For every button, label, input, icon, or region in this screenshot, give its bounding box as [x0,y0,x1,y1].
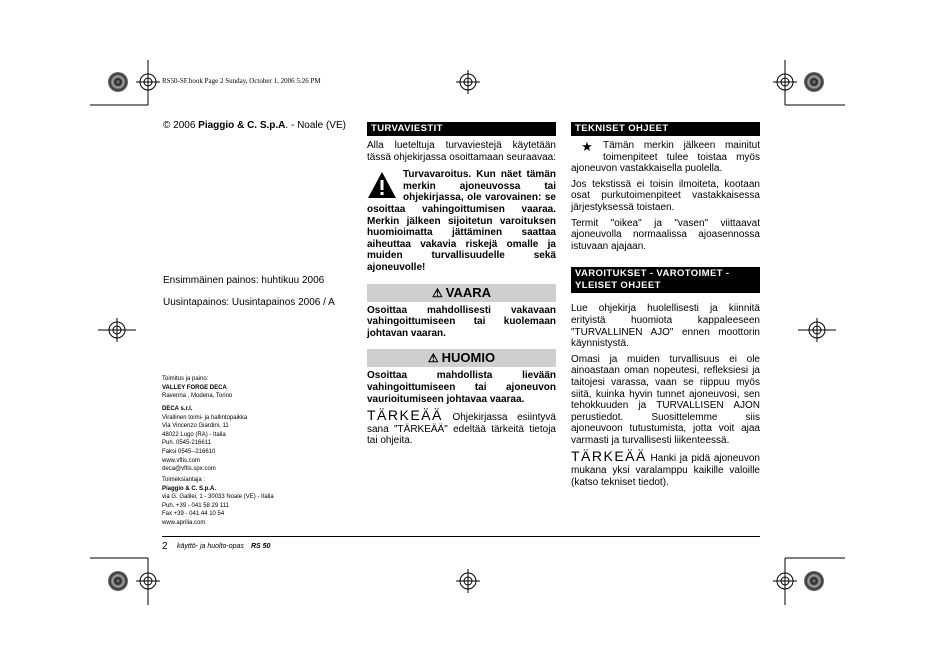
vaara-label: VAARA [445,284,492,300]
vaara-heading [367,284,556,302]
copyright-prefix: © 2006 [163,120,199,131]
target-dial-icon [108,571,128,591]
page-number: 2 [162,541,168,552]
copyright-company: Piaggio & C. S.p.A [198,120,286,131]
supplier-line: Fax +39 - 041 44 10 54 [162,511,225,518]
warning-small-icon: ⚠ [431,285,443,300]
target-dial-icon [108,72,128,92]
deca-line: www.vftis.com [162,457,201,464]
supplier-line: Toimeksiantaja : [162,477,206,483]
crosshair-icon [456,569,480,593]
tarkeaa-text: Ohjekirjassa esiintyvä sana "TÄRKEÄÄ" edeltää tärkeitä tietoja tai ohjeita. [367,412,556,447]
warning-triangle-icon [367,171,397,199]
safety-column [367,122,556,447]
first-edition: Ensimmäinen painos: huhtikuu 2006 [163,275,325,286]
deca-line: Via Vincenzo Giardini, 11 [162,423,229,430]
huomio-heading [367,349,556,367]
huomio-text: Osoittaa mahdollista lievään vahingoittumiseen tai ajoneuvon vaurioitumiseen johtavaa vaaraa. [367,370,556,405]
section-heading-tekniset-ohjeet: TEKNISET OHJEET [571,122,760,136]
heading-line: YLEISET OHJEET [575,280,661,292]
star-icon: ★ [581,139,593,154]
tarkeaa-label: TÄRKEÄÄ [571,448,647,465]
supplier-line: Piaggio & C. S.p.A. [162,485,217,492]
section-heading-varoitukset [571,267,760,293]
safety-warning-block [367,169,556,273]
deca-block [162,405,247,474]
imprint-line: Toimitus ja paino: [162,376,209,382]
supplier-line: www.aprilia.com [162,519,206,526]
deca-line: Virallinen toimi- ja hallintopaikka [162,414,248,421]
manual-title: käyttö- ja huolto-opas [177,543,244,550]
left-right-note: Termit "oikea" ja "vasen" viittaavat ajoneuvolla normaalissa ajoasennossa istuvaan ajajaan. [571,217,760,252]
technical-column [571,122,760,488]
huomio-label: HUOMIO [441,350,496,366]
deca-line: DECA s.r.l. [162,406,193,412]
copyright-suffix: . - Noale (VE) [285,120,346,131]
imprint-line: Ravenna , Modena, Torino [162,393,233,400]
deca-line: Puh. 0545-216611 [162,440,211,447]
safety-intro: Alla lueteltuja turvaviestejä käytetään tässä ohjekirjassa osoittamaan seuraavaa: [367,140,556,163]
read-manual-note: Lue ohjekirja huolellisesti ja kiinnitä erityistä huomiota kappaleeseen "TURVALLINEN AJO" ennen moottorin käynnistystä. [571,303,760,350]
tarkeaa-paragraph [367,407,556,447]
copyright-line [163,120,346,131]
imprint-block [162,375,232,401]
safety-warning-text: Turvavaroitus. Kun näet tämän merkin ajoneuvossa tai ohjekirjassa, ole varovainen: se osoittaa vahingoittumisen vaaraa. Merkin jälkeen sijoitetun varoituksen huomioimatta jättäminen saattaa aiheuttaa vakavia riskejä omalle ja muiden turvallisuudelle sekä ajoneuvolle! [367,169,556,273]
deca-line: deca@vftis.spx.com [162,466,216,473]
deca-line: 48022 Lugo (RA) - Italia [162,431,226,438]
tarkeaa-text: Hanki ja pidä ajoneuvon mukana yksi varalamppu kaikille valoille (katso tekniset tiedot). [571,453,760,488]
assembly-note: Jos tekstissä ei toisin ilmoiteta, kootaan osat purkutoimenpiteet vastakkaisessa järjestyksessä toistaen. [571,178,760,213]
imprint-line: VALLEY FORGE DECA [162,384,227,391]
supplier-block [162,476,274,528]
target-dial-icon [804,72,824,92]
model-name: RS 50 [251,543,271,550]
supplier-line: via G. Galilei, 1 - 30033 Noale (VE) - Italia [162,494,274,501]
star-note-text: Tämän merkin jälkeen mainitut toimenpiteet tulee toistaa myös ajoneuvon vastakkaisella puolella. [571,140,760,175]
heading-line: VAROITUKSET - VAROTOIMET - [575,268,730,280]
warning-small-icon: ⚠ [427,351,439,366]
print-stamp: RS50-SF.book Page 2 Sunday, October 1, 2006 5:26 PM [162,77,321,85]
section-heading-turvaviestit: TURVAVIESTIT [367,122,556,136]
supplier-line: Puh. +39 - 041 58 29 111 [162,502,229,509]
vaara-text: Osoittaa mahdollisesti vakavaan vahingoittumiseen tai kuolemaan johtavan vaaran. [367,304,556,339]
tarkeaa-paragraph [571,448,760,488]
safety-note: Omasi ja muiden turvallisuus ei ole ainoastaan oman nopeutesi, refleksiesi ja taitojesi varassa, vaan se riippuu myös siitä, kuinka hyvin tunnet ajoneuvosi, sen tehokkuuden ja TURVALLISEN AJON perustiedot. Suosittelemme siis ajoneuvoon tutustumista, jotta voit ajaa varmasti ja turvallisesti liikenteessä. [571,353,760,446]
deca-line: Faksi 0545--216610 [162,448,216,455]
star-note [571,140,760,175]
footer-rule [162,536,760,537]
reprint-edition: Uusintapainos: Uusintapainos 2006 / A [163,297,335,308]
target-dial-icon [804,571,824,591]
crosshair-icon [456,70,480,94]
tarkeaa-label: TÄRKEÄÄ [367,407,443,424]
